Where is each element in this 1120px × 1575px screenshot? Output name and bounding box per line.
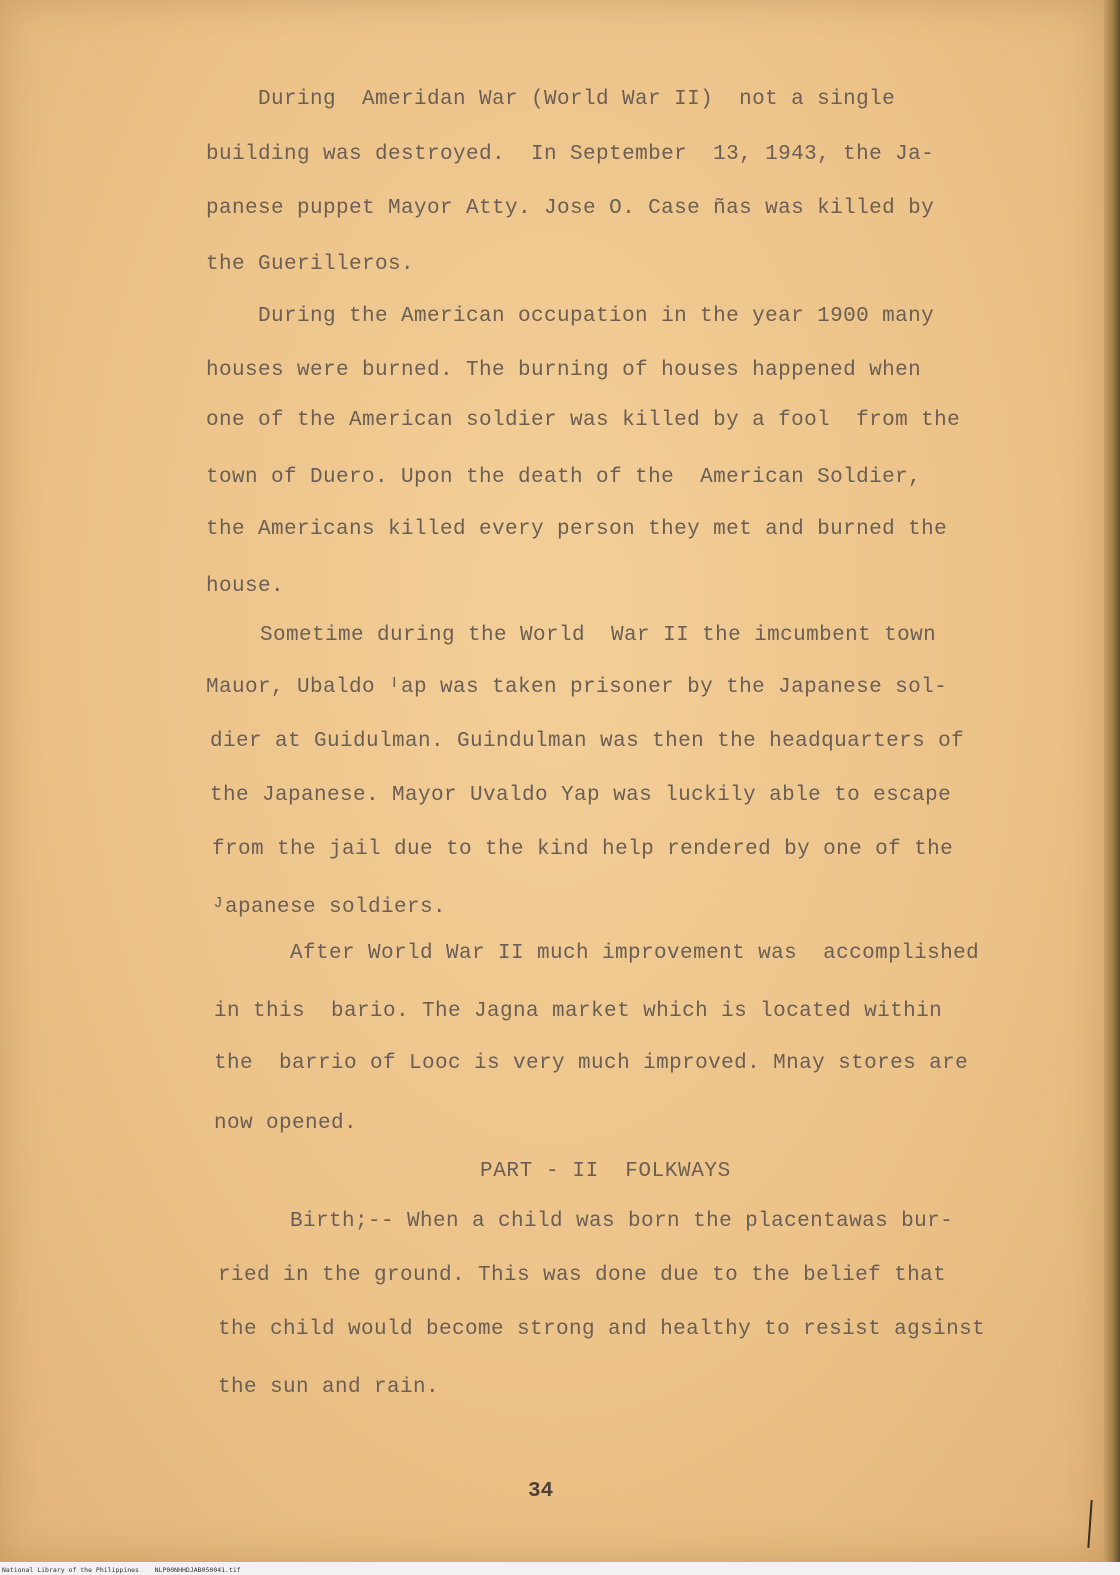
text-line: Mauor, Ubaldo ᴵap was taken prisoner by the Japanese sol- [206, 676, 948, 699]
text-line: During Ameridan War (World War II) not a single [258, 88, 896, 111]
text-line: dier at Guidulman. Guindulman was then the headquarters of [210, 730, 965, 753]
text-line: the barrio of Looc is very much improved. Mnay stores are [214, 1052, 969, 1075]
text-line: During the American occupation in the year 1900 many [258, 305, 935, 328]
text-line: ᴶapanese soldiers. [212, 896, 447, 919]
text-line: Birth;-- When a child was born the placentawas bur- [290, 1210, 954, 1233]
text-line: ried in the ground. This was done due to the belief that [218, 1264, 947, 1287]
text-line: one of the American soldier was killed by a fool from the [206, 409, 961, 432]
text-line: the child would become strong and healthy to resist agsinst [218, 1318, 986, 1341]
text-line: house. [206, 575, 285, 598]
text-line: from the jail due to the kind help rendered by one of the [212, 838, 954, 861]
text-line: the Guerilleros. [206, 253, 415, 276]
footer-label: National Library of the Philippines NLP00NHHDJAB050041.tif [2, 1566, 241, 1574]
scan-footer [0, 1562, 1120, 1575]
pencil-mark [1087, 1500, 1092, 1548]
text-line: houses were burned. The burning of houses happened when [206, 359, 922, 382]
section-heading: PART - II FOLKWAYS [480, 1160, 731, 1183]
text-line: in this bario. The Jagna market which is located within [214, 1000, 943, 1023]
page-edge [1104, 0, 1120, 1562]
text-line: now opened. [214, 1112, 358, 1135]
text-line: After World War II much improvement was accomplished [290, 942, 980, 965]
page-number: 34 [528, 1480, 554, 1503]
text-line: town of Duero. Upon the death of the American Soldier, [206, 466, 922, 489]
text-line: Sometime during the World War II the imcumbent town [260, 624, 937, 647]
text-line: the Japanese. Mayor Uvaldo Yap was luckily able to escape [210, 784, 952, 807]
text-line: building was destroyed. In September 13, 1943, the Ja- [206, 143, 935, 166]
text-line: panese puppet Mayor Atty. Jose O. Case ñas was killed by [206, 197, 935, 220]
text-line: the Americans killed every person they met and burned the [206, 518, 948, 541]
text-line: the sun and rain. [218, 1376, 440, 1399]
